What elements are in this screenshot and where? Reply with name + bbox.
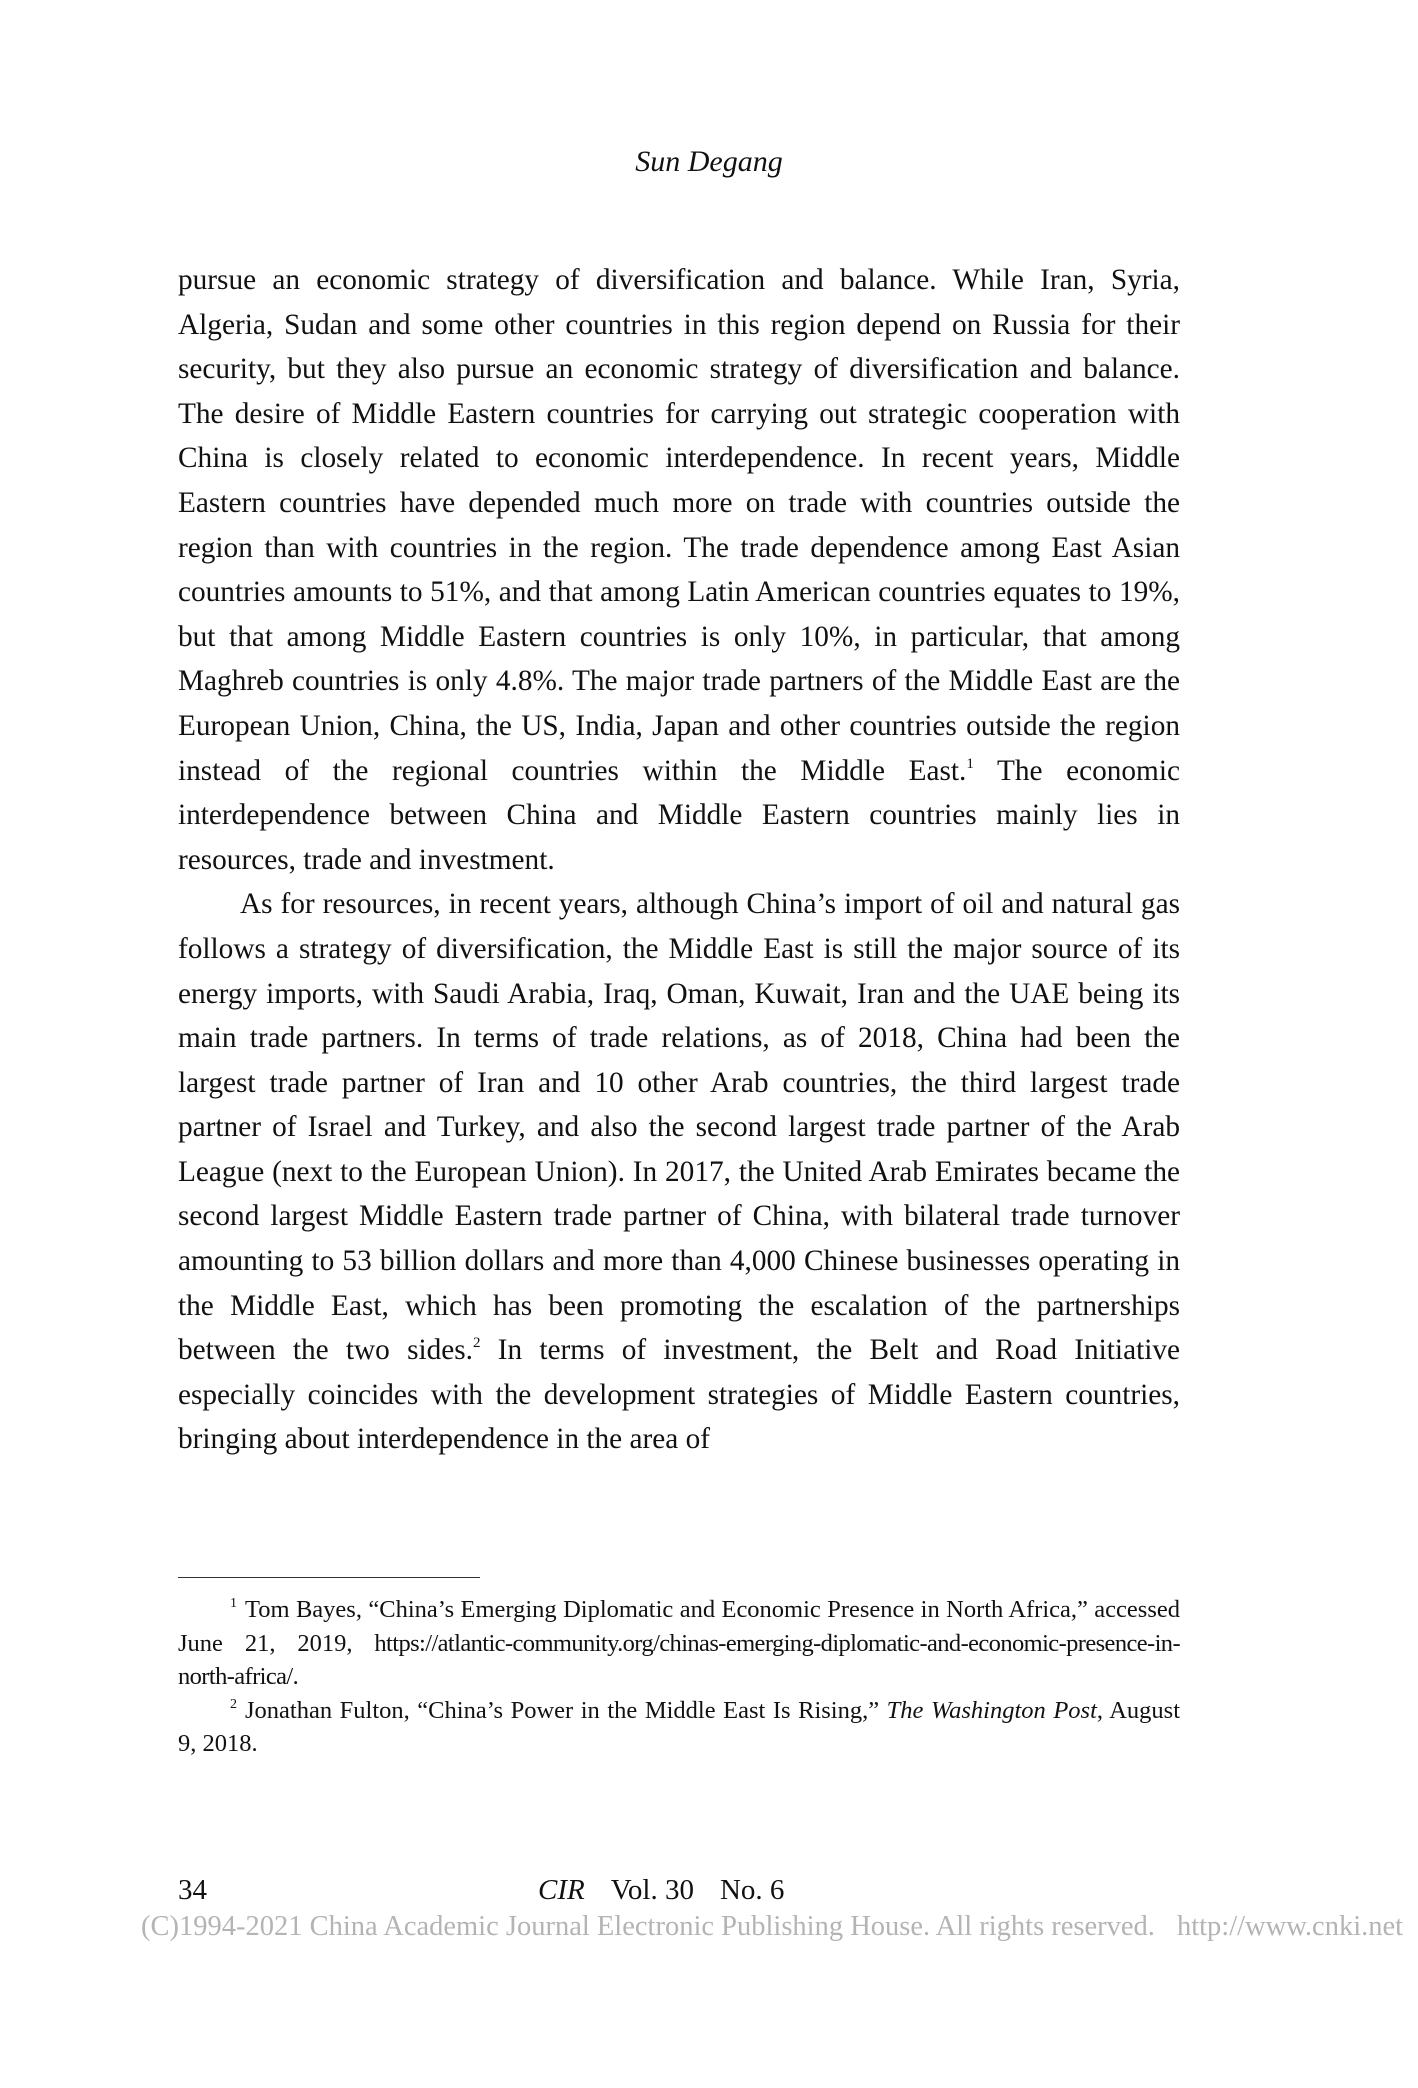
paragraph-text: As for resources, in recent years, although China’s import of oil and natural gas follows a strategy of diversification, the Middle East is still the major source of its energy imports, with Saudi Arabia, Iraq, Oman, Kuwait, Iran and the UAE being its main trade partners. In terms of trade relations, as of 2018, China had been the largest trade partner of Iran and 10 other Arab countries, the third largest trade partner of Israel and Turkey, and also the second largest trade partner of the Arab League (next to the European Union). In 2017, the United Arab Emirates became the second largest Middle Eastern trade partner of China, with bilateral trade turnover amounting to 53 billion dollars and more than 4,000 Chinese businesses operating in the Middle East, which has been promoting the escalation of the partnerships between the two sides.	[178, 888, 1180, 1367]
article-body	[178, 258, 1180, 1462]
footnotes-section	[178, 1593, 1180, 1761]
footnote-text: Tom Bayes, “China’s Emerging Diplomatic and Economic Presence in North Africa,” accessed June 21, 2019,	[178, 1596, 1180, 1657]
footnote-publication: The Washington Post	[886, 1696, 1097, 1724]
footnote-url-link[interactable]: https://atlantic-community.org/chinas-emerging-diplomatic-and-economic-presence-in-north-africa/.	[178, 1629, 1180, 1690]
footnote-2	[178, 1694, 1180, 1761]
paragraph-text: The economic interdependence between China and Middle Eastern countries mainly lies in resources, trade and investment.	[178, 754, 1180, 876]
page-number: 34	[178, 1874, 207, 1906]
footnote-number: 1	[230, 1596, 237, 1611]
journal-issue: No. 6	[719, 1874, 785, 1906]
footnote-text: Jonathan Fulton, “China’s Power in the Middle East Is Rising,”	[245, 1696, 887, 1724]
journal-abbrev: CIR	[538, 1874, 585, 1906]
cnki-url-link[interactable]: http://www.cnki.net	[1176, 1911, 1404, 1942]
footnote-reference[interactable]: 2	[473, 1335, 481, 1352]
journal-volume: Vol. 30	[610, 1874, 694, 1906]
footnote-date: , August 9, 2018.	[178, 1696, 1180, 1757]
copyright-watermark	[141, 1907, 1403, 1947]
copyright-text: (C)1994-2021 China Academic Journal Electronic Publishing House. All rights reserved.	[141, 1911, 1155, 1942]
journal-info	[538, 1870, 810, 1910]
footnote-reference[interactable]: 1	[966, 755, 974, 772]
paragraph-text: pursue an economic strategy of diversification and balance. While Iran, Syria, Algeria, Sudan and some other countries in this region depend on Russia for their security, but they also pursue an economic strategy of diversification and balance. The desire of Middle Eastern countries for carrying out strategic cooperation with China is closely related to economic interdependence. In recent years, Middle Eastern countries have depended much more on trade with countries outside the region than with countries in the region. The trade dependence among East Asian countries amounts to 51%, and that among Latin American countries equates to 19%, but that among Middle Eastern countries is only 10%, in particular, that among Maghreb countries is only 4.8%. The major trade partners of the Middle East are the European Union, China, the US, India, Japan and other countries outside the region instead of the regional countries within the Middle East.	[178, 264, 1180, 787]
footnote-number: 2	[230, 1696, 237, 1712]
body-paragraph	[178, 882, 1180, 1462]
footnote-1	[178, 1593, 1180, 1694]
body-paragraph	[178, 258, 1180, 882]
footnote-divider	[178, 1577, 480, 1578]
running-head-author: Sun Degang	[635, 145, 783, 178]
paragraph-text: In terms of investment, the Belt and Road Initiative especially coincides with the development strategies of Middle Eastern countries, bringing about interdependence in the area of	[178, 1334, 1180, 1456]
